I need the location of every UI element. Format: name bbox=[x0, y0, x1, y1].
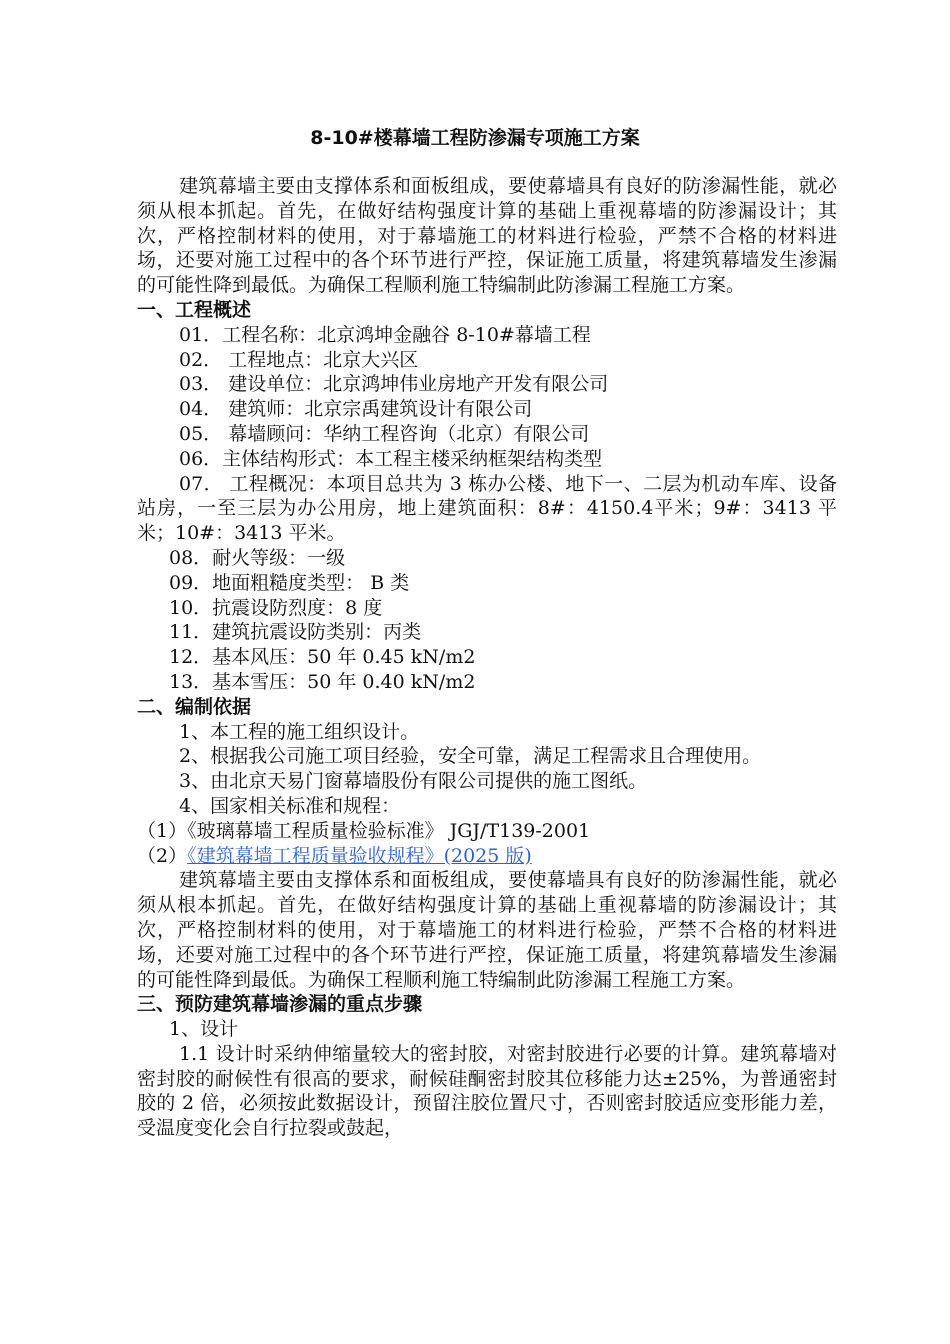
list-item: 11．建筑抗震设防类别：丙类 bbox=[169, 621, 422, 644]
document-title: 8-10#楼幕墙工程防渗漏专项施工方案 bbox=[310, 127, 640, 149]
list-item: 04． 建筑师：北京宗禹建筑设计有限公司 bbox=[179, 398, 533, 421]
list-item: 08．耐火等级：一级 bbox=[169, 546, 346, 569]
list-item: 06．主体结构形式：本工程主楼采纳框架结构类型 bbox=[179, 447, 603, 470]
reference-item-1: （1）《玻璃幕墙工程质量检验标准》 JGJ/T139-2001 bbox=[137, 819, 591, 842]
reference-item-2 bbox=[137, 844, 837, 869]
section-heading-1: 一、工程概述 bbox=[137, 298, 252, 321]
list-item: 03． 建设单位：北京鸿坤伟业房地产开发有限公司 bbox=[179, 373, 609, 396]
section-heading-3: 三、预防建筑幕墙渗漏的重点步骤 bbox=[137, 993, 423, 1016]
list-item: 1、本工程的施工组织设计。 bbox=[179, 720, 420, 743]
list-item: 10．抗震设防烈度：8 度 bbox=[169, 596, 383, 619]
section-heading-2: 二、编制依据 bbox=[137, 695, 252, 718]
intro-paragraph: 建筑幕墙主要由支撑体系和面板组成，要使幕墙具有良好的防渗漏性能，就必须从根本抓起。首先，在做好结构强度计算的基础上重视幕墙的防渗漏设计；其次，严格控制材料的使用，对于幕墙施工的材料进行检验，严禁不合格的材料进场，还要对施工过程中的各个环节进行严控，保证施工质量，将建筑幕墙发生渗漏的可能性降到最低。为确保工程顺利施工特编制此防渗漏工程施工方案。 bbox=[137, 175, 837, 297]
list-item: 4、国家相关标准和规程： bbox=[179, 794, 401, 817]
list-item: 3、由北京天易门窗幕墙股份有限公司提供的施工图纸。 bbox=[179, 770, 648, 793]
overview-paragraph: 07． 工程概况：本项目总共为 3 栋办公楼、地下一、二层为机动车库、设备站房，一至三层为办公用房，地上建筑面积：8#：4150.4平米；9#：3413 平米；10#：3413 平米。 bbox=[137, 472, 837, 545]
list-item: 02． 工程地点：北京大兴区 bbox=[179, 348, 419, 371]
list-item: 2、根据我公司施工项目经验，安全可靠，满足工程需求且合理使用。 bbox=[179, 745, 762, 768]
subsection-heading: 1、设计 bbox=[169, 1018, 239, 1041]
reference-prefix: （2） bbox=[137, 844, 188, 867]
list-item: 05． 幕墙顾问：华纳工程咨询（北京）有限公司 bbox=[179, 422, 590, 445]
list-item: 09．地面粗糙度类型： B 类 bbox=[169, 571, 410, 594]
list-item: 12．基本风压：50 年 0.45 kN/m2 bbox=[169, 646, 476, 669]
design-paragraph: 1.1 设计时采纳伸缩量较大的密封胶，对密封胶进行必要的计算。建筑幕墙对密封胶的耐候性有很高的要求，耐候硅酮密封胶其位移能力达±25%，为普通密封胶的 2 倍，必须按此数据设计，预留注胶位置尺寸，否则密封胶适应变形能力差，受温度变化会自行拉裂或鼓起， bbox=[137, 1042, 837, 1140]
document-body bbox=[137, 174, 837, 1141]
intro-paragraph-repeat: 建筑幕墙主要由支撑体系和面板组成，要使幕墙具有良好的防渗漏性能，就必须从根本抓起。首先，在做好结构强度计算的基础上重视幕墙的防渗漏设计；其次，严格控制材料的使用，对于幕墙施工的材料进行检验，严禁不合格的材料进场，还要对施工过程中的各个环节进行严控，保证施工质量，将建筑幕墙发生渗漏的可能性降到最低。为确保工程顺利施工特编制此防渗漏工程施工方案。 bbox=[137, 869, 837, 991]
list-item: 13．基本雪压：50 年 0.40 kN/m2 bbox=[169, 670, 476, 693]
standard-link[interactable]: 《建筑幕墙工程质量验收规程》(2025 版) bbox=[187, 844, 532, 867]
list-item: 01．工程名称：北京鸿坤金融谷 8-10#幕墙工程 bbox=[179, 323, 591, 346]
